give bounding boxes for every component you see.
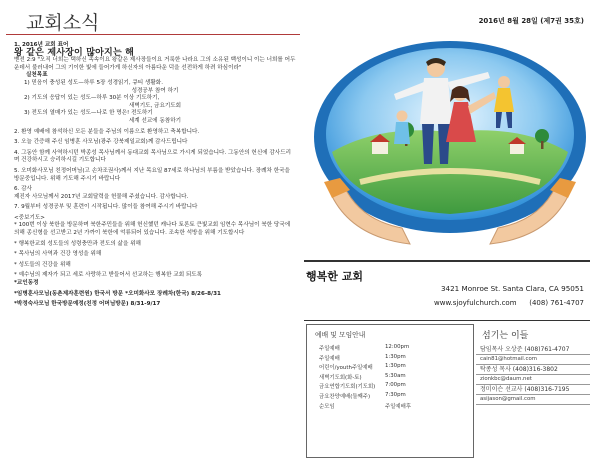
schedule-row — [307, 354, 473, 364]
staff-email-link[interactable]: zionkbc@daum.net — [476, 375, 590, 385]
staff-box — [476, 324, 590, 456]
notice-3: 3. 오늘 간증해 주신 임병훈 사모님(광주 강북제일교회)께 감사드립니다 — [14, 139, 188, 146]
practice-title: 실천목표 — [26, 72, 48, 79]
prayer-1: * 100번 이상 북한을 방문하며 북한주민들을 위해 헌신했던 캐나다 토론토 큰빛교회 임현수 목사님이 북한 당국에 의해 종신형을 선고받고 2년 가까이 북한에 억류되어 있습니다. 조속한 석방을 위해 기도합시다 — [14, 222, 291, 237]
section-title-row — [6, 8, 300, 35]
notice-5: 5. 오미화사모님 친정어머님(고 손차조권사)께서 지난 목요일 87세로 하나님의 부름을 받았습니다. 장례차 한국을 방문중입니다. 위해 기도해 주시기 바랍니다 — [14, 167, 290, 182]
staff-title: 섬기는 이들 — [482, 331, 529, 341]
practice-1: 1) 믿음이 충성된 성도—하루 5장 성경읽기, 큐티 생활화. — [24, 79, 163, 86]
members-1: *임병훈사모님(동촌제자훈련원) 한국서 방문 *오미화사모 장례차(한국) 8/26-8/31 — [14, 290, 221, 297]
notice-4: 4. 그동안 함께 사역하시던 박종성 목사님께서 동대교회 목사님으로 가시게 되었습니다. 그동안의 헌신에 감사드리며 건강하시고 승리하시길 기도합니다 — [14, 149, 292, 164]
church-name: 행복한 교회 — [306, 270, 363, 283]
schedule-time: 1:30pm — [385, 353, 406, 360]
prayer-5: * 예수님의 제자가 되고 세로 사랑하고 받들어서 선교하는 행복한 교회 되도록 — [14, 272, 203, 279]
prayer-2: * 행복한교회 성도들의 성령충만과 전도의 삶을 위해 — [14, 240, 141, 247]
church-website: www.sjoyfulchurch.com — [434, 299, 517, 307]
schedule-time: 12:00pm — [385, 344, 410, 350]
notice-7: 7. 9월부터 성경공부 및 훈련이 시작됩니다. 많이들 참여해 주시기 바랍니다 — [14, 204, 198, 211]
church-address: 3421 Monroe St. Santa Clara, CA 95051 — [440, 284, 584, 293]
schedule-row — [307, 344, 473, 354]
family-globe-illustration — [310, 32, 590, 254]
schedule-time: 주일예배후 — [385, 403, 412, 410]
motto-verse: 벧전 2:9 "오직 너희는 택하신 족속이요 왕같은 제사장들이요 거룩한 나라요 그의 소유된 백성이니 이는 너희를 어두운데서 불러내어 그의 기이한 빛에 들어가게 하신자의 아름다운 덕을 선전하게 하려 하심이라" — [14, 57, 296, 71]
schedule-time: 5:30am — [385, 372, 406, 379]
schedule-name: 순모임 — [319, 403, 335, 410]
practice-2: 2) 기도의 응답이 있는 성도—하루 30분 이상 기도하기, — [24, 95, 160, 102]
section-title: 교회소식 — [26, 12, 100, 34]
schedule-time: 7:00pm — [385, 382, 406, 389]
schedule-time: 7:30pm — [385, 391, 406, 398]
schedule-name: 금요연합기도회(기도회) — [319, 384, 376, 391]
prayer-4: * 성도들의 건강을 위해 — [14, 261, 71, 268]
staff-associate-pastor: 탁종성 목사 (408)316-3802 — [476, 365, 590, 375]
schedule-time: 1:30pm — [385, 363, 406, 370]
schedule-name: 금요찬양예배(둘째주) — [319, 393, 371, 400]
church-phone: (408) 761-4707 — [529, 299, 584, 307]
schedule-name: 주일예배 — [319, 346, 340, 352]
prayer-3: * 목사님의 사역과 건강 영성을 위해 — [14, 251, 102, 258]
staff-email-link[interactable]: cain81@hotmail.com — [476, 355, 590, 365]
church-info-box — [304, 260, 590, 321]
schedule-title: 예배 및 모임안내 — [315, 331, 366, 339]
church-news-column — [6, 8, 300, 458]
motto-heading: 1. 2016년 교회 표어 — [14, 42, 69, 48]
members-heading: *교인동정 — [14, 280, 39, 287]
members-2: *박정숙사모님 한국방문예정(친정 어머님방문) 8/31-9/17 — [14, 301, 161, 308]
practice-3: 3) 전도의 열매가 있는 성도—나로 한 명은! 전도하기 — [24, 110, 153, 117]
notice-6-detail: 제진자 사모님께서 2017년 교회달력을 헌물해 주셨습니다. 감사합니다. — [14, 193, 189, 200]
staff-email-link[interactable]: asijason@gmail.com — [476, 395, 590, 405]
schedule-row — [307, 402, 473, 412]
schedule-name: 주일예배 — [319, 355, 340, 362]
notice-list — [14, 42, 296, 309]
notice-2: 2. 환영 예배에 참석하신 모든 분들을 주님의 이름으로 환영하고 축복합니다. — [14, 128, 200, 135]
practice-2-detail: 새벽기도, 금요기도회 — [128, 102, 182, 109]
motto-theme: 왕 같은 제사장이 많아지는 해 — [14, 47, 135, 58]
cover-column — [304, 8, 594, 458]
notice-6: 6. 감사 — [14, 186, 32, 193]
staff-missionary: 정미이슨 선교사 (408)316-7195 — [476, 385, 590, 395]
issue-dateline: 2016년 8월 28일 (제7권 35호) — [478, 17, 584, 25]
worship-schedule-box — [306, 324, 474, 458]
prayer-heading: <중보기도> — [14, 214, 45, 221]
schedule-name: 새벽기도회(화-토) — [319, 374, 362, 381]
staff-pastor: 담임목사 오상준 (408)761-4707 — [476, 345, 590, 355]
schedule-row — [307, 373, 473, 383]
practice-3-detail: 세계 선교에 동참하기 — [128, 117, 182, 124]
practice-1-detail: 성경공부 참여 하기 — [131, 87, 179, 94]
schedule-row — [307, 382, 473, 392]
schedule-row — [307, 363, 473, 373]
schedule-row — [307, 392, 473, 402]
schedule-name: 어린이/youth주일예배 — [319, 365, 373, 372]
